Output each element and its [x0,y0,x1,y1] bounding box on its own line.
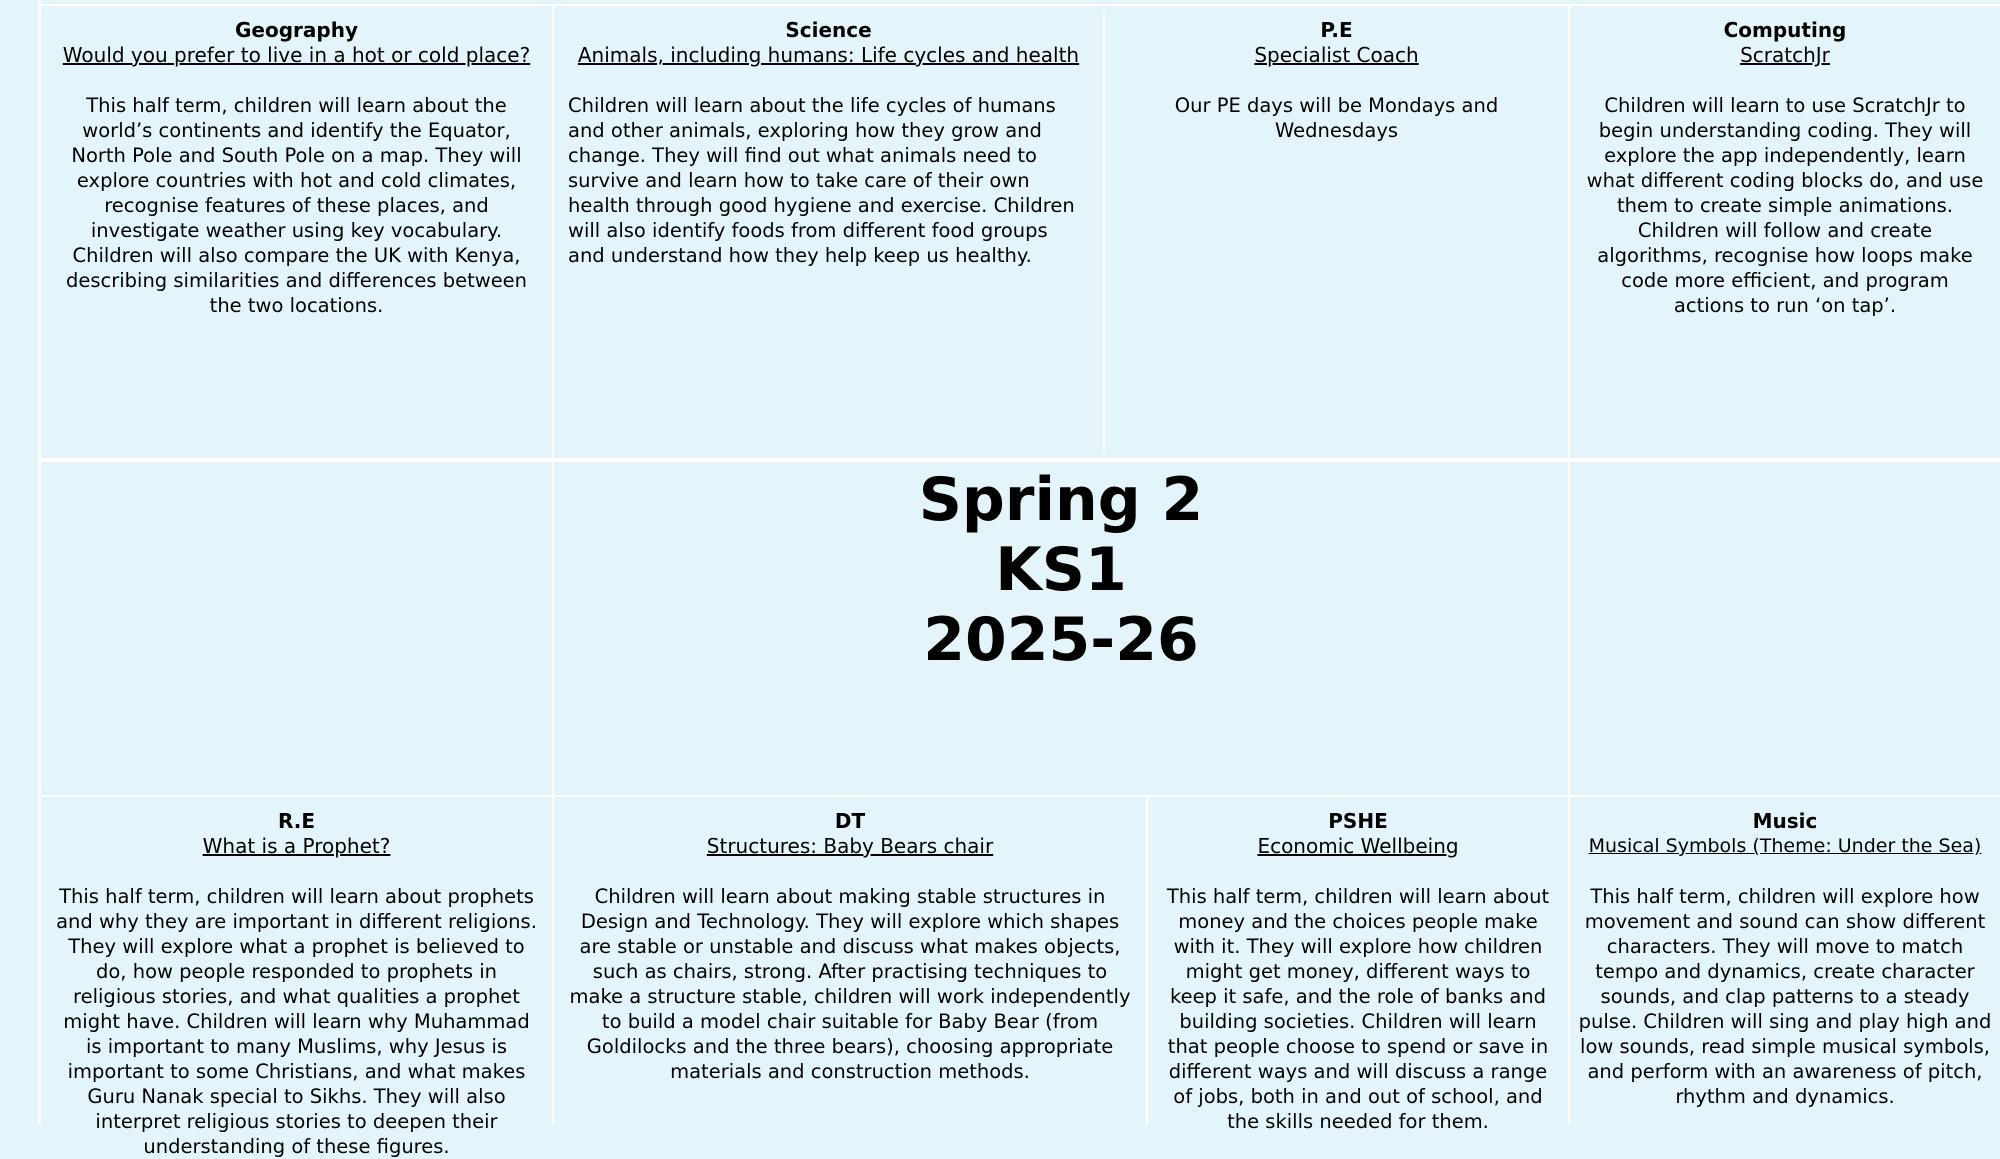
topic-heading: Specialist Coach [1254,43,1419,67]
subject-description: This half term, children will learn about prophets and why they are important in different religions. They will explore what a prophet is believed to do, how people responded to prophets in religious stories, and what qualities a prophet might have. Children will learn why Muhammad is important to many Muslims, why Jesus is important to some Christians, and what makes Guru Nanak special to Sikhs. They will also interpret religious stories to deepen their understanding of these figures. [56,885,537,1158]
subject-heading: R.E [277,809,316,833]
subject-heading: PSHE [1328,809,1388,833]
page-title [553,465,1569,675]
subject-description: This half term, children will explore how movement and sound can show different characters. They will move to match tempo and dynamics, create character sounds, and clap patterns to a steady pulse. Children will sing and play high and low sounds, read simple musical symbols, and perform with an awareness of pitch, rhythm and dynamics. [1578,885,1992,1108]
topic-heading: Structures: Baby Bears chair [706,834,994,858]
geography-panel [41,6,552,458]
subject-description: Our PE days will be Mondays and Wednesdays [1174,94,1499,142]
subject-heading: Science [785,18,872,42]
subject-description: Children will learn about making stable structures in Design and Technology. They will explore which shapes are stable or unstable and discuss what makes objects, such as chairs, strong. After practising techniques to make a structure stable, children will work independently to build a model chair suitable for Baby Bear (from Goldilocks and the three bears), choosing appropriate materials and construction methods. [569,885,1131,1083]
science-panel [554,6,1103,458]
subject-description: Children will learn to use ScratchJr to begin understanding coding. They will explore the app independently, learn what different coding blocks do, and use them to create simple animations. Children will follow and create algorithms, recognise how loops make code more efficient, and program actions to run ‘on tap’. [1586,94,1984,317]
subject-heading: Geography [235,18,358,42]
computing-panel [1570,6,2000,458]
pe-panel [1105,6,1568,458]
topic-heading: Would you prefer to live in a hot or cold place? [62,43,531,67]
subject-description: Children will learn about the life cycles of humans and other animals, exploring how they grow and change. They will find out what animals need to survive and learn how to take care of their own health through good hygiene and exercise. Children will also identify foods from different food groups and understand how they help keep us healthy. [568,94,1075,267]
topic-heading: Musical Symbols (Theme: Under the Sea) [1588,835,1982,857]
key-stage-title: KS1 [995,535,1127,605]
subject-heading: P.E [1320,18,1353,42]
term-title: Spring 2 [918,465,1204,535]
re-panel [41,797,552,1158]
subject-heading: Computing [1723,18,1847,42]
subject-description: This half term, children will learn about the world’s continents and identify the Equator, North Pole and South Pole on a map. They will explore countries with hot and cold climates, recognise features of these places, and investigate weather using key vocabulary. Children will also compare the UK with Kenya, describing similarities and differences between the two locations. [65,94,528,317]
grid-line [38,458,2000,462]
year-title: 2025-26 [923,605,1199,675]
subject-description: This half term, children will learn about money and the choices people make with it. They will explore how children might get money, different ways to keep it safe, and the role of banks and building societies. Children will learn that people choose to spend or save in different ways and will discuss a range of jobs, both in and out of school, and the skills needed for them. [1166,885,1550,1133]
subject-heading: Music [1752,809,1818,833]
pshe-panel [1148,797,1568,1133]
topic-heading: Economic Wellbeing [1257,834,1459,858]
dt-panel [554,797,1146,1125]
topic-heading: What is a Prophet? [202,834,391,858]
subject-heading: DT [834,809,866,833]
topic-heading: ScratchJr [1740,43,1830,67]
topic-heading: Animals, including humans: Life cycles and health [577,43,1080,67]
music-panel [1570,797,2000,1125]
